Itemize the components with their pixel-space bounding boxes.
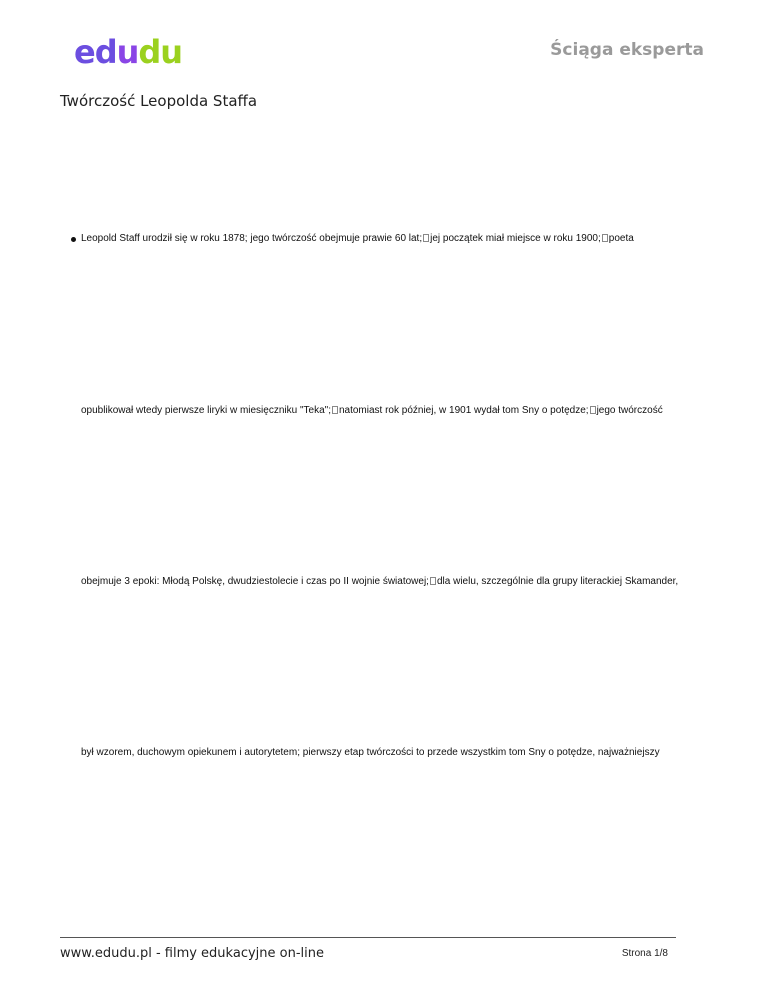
- footer-divider: [60, 937, 676, 938]
- text-line: [81, 233, 634, 244]
- missing-glyph-box: [423, 234, 429, 242]
- text-segment: obejmuje 3 epoki: Młodą Polskę, dwudziestolecie i czas po II wojnie światowej;: [81, 576, 429, 587]
- edudu-logo[interactable]: [74, 33, 183, 71]
- logo-letter: d: [94, 33, 117, 71]
- header-tagline: Ściąga eksperta: [550, 40, 704, 60]
- text-segment: jego twórczość: [596, 405, 663, 416]
- document-title: Twórczość Leopolda Staffa: [60, 92, 258, 110]
- logo-letter: e: [74, 33, 95, 71]
- bullet-point: [71, 237, 76, 242]
- text-segment: poeta: [608, 233, 634, 244]
- text-line: [81, 405, 663, 416]
- text-line: [81, 576, 678, 587]
- missing-glyph-box: [332, 406, 338, 414]
- logo-letter: u: [116, 33, 139, 71]
- text-segment: Leopold Staff urodził się w roku 1878; jego twórczość obejmuje prawie 60 lat;: [81, 233, 423, 244]
- text-segment: dla wielu, szczególnie dla grupy literackiej Skamander,: [436, 576, 679, 587]
- missing-glyph-box: [602, 234, 608, 242]
- logo-letter: u: [160, 33, 183, 71]
- missing-glyph-box: [590, 406, 596, 414]
- text-line: [81, 747, 660, 758]
- missing-glyph-box: [430, 577, 436, 585]
- text-segment: był wzorem, duchowym opiekunem i autorytetem; pierwszy etap twórczości to przede wszystkim tom Sny o potędze, najważniejszy: [81, 747, 660, 758]
- footer-site-link[interactable]: www.edudu.pl - filmy edukacyjne on-line: [60, 946, 324, 961]
- text-segment: natomiast rok później, w 1901 wydał tom Sny o potędze;: [338, 405, 589, 416]
- page-number: Strona 1/8: [621, 948, 668, 959]
- text-segment: opublikował wtedy pierwsze liryki w miesięczniku "Teka";: [81, 405, 331, 416]
- text-segment: jej początek miał miejsce w roku 1900;: [430, 233, 601, 244]
- logo-letter: d: [138, 33, 161, 71]
